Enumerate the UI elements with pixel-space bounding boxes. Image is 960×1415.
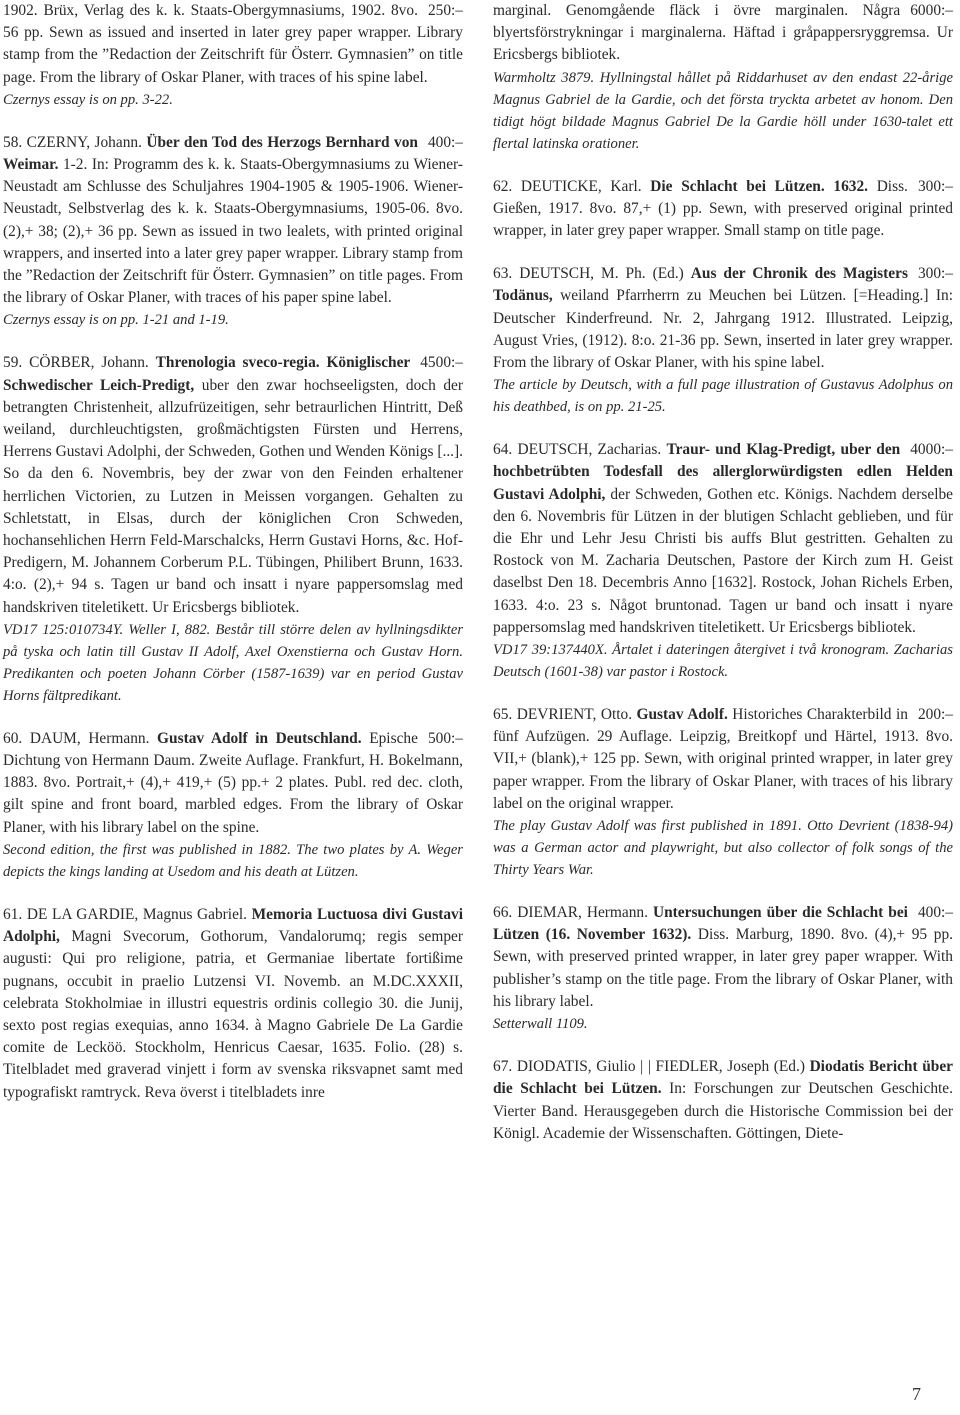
entry-title: Gustav Adolf. bbox=[636, 706, 728, 724]
entry-title: Diodatis Bericht über die Schlacht bei Lützen. bbox=[493, 1058, 953, 1098]
entry-text bbox=[493, 439, 953, 639]
entry-description: Epische Dichtung von Hermann Daum. Zweite Auflage. Frankfurt, H. Bokelmann, 1883. 8vo. Portrait,+ (4),+ 419,+ (5) pp.+ 2 plates. Publ. red dec. cloth, gilt spine and front board, marbled edges. From the library of Oskar Planer, with his library label on the spine. bbox=[3, 729, 463, 836]
entry-author: 60. DAUM, Hermann. bbox=[3, 729, 150, 747]
entry-description: Magni Svecorum, Gothorum, Vandalorumq; regis semper augusti: Qui pro religione, patria, et Germaniae libertate fortißime pugnans, occubit in praelio Lutzensi VI. Novemb. an M.DC.XXXII, celebrata Stokholmiae in illustri equestris ordinis collegio 30. die Junij, sexto post regias exequias, anno 1634. à Magno Gabriele De La Gardie comite de Lecköö. Stockholm, Henricus Caesar, 1635. Folio. (28) s. Titelbladet med graverad vinjett i form av svenska riksvapnet samt med typografiskt ramtryck. Reva överst i titelbladets inre bbox=[3, 928, 463, 1101]
entry-note: Second edition, the first was published in 1882. The two plates by A. Weger depicts the kings landing at Usedom and his death at Lützen. bbox=[3, 841, 463, 880]
entry-note: The play Gustav Adolf was first published in 1891. Otto Devrient (1838-94) was a German actor and playwright, but also collector of folk songs of the Thirty Years War. bbox=[493, 818, 953, 879]
entry-title: Über den Tod des Herzogs Bernhard von Weimar. bbox=[3, 133, 418, 174]
entry-title: Die Schlacht bei Lützen. 1632. bbox=[650, 177, 868, 195]
entry-description: Diss. Gießen, 1917. 8vo. 87,+ (1) pp. Sewn, with preserved original printed wrapper, in later grey paper wrapper. Small stamp on title page. bbox=[493, 177, 953, 240]
catalog-entry bbox=[493, 704, 953, 881]
entry-price: 200:– bbox=[917, 706, 953, 724]
entry-title: Threnologia sveco-regia. Königlischer Schwedischer Leich-Predigt, bbox=[3, 354, 411, 394]
page-number: 7 bbox=[912, 1384, 921, 1404]
left-column bbox=[3, 0, 463, 1125]
catalog-entry bbox=[3, 904, 463, 1104]
entry-text bbox=[3, 904, 463, 1104]
catalog-entry bbox=[3, 132, 463, 332]
catalog-entry bbox=[493, 439, 953, 683]
entry-price: 4500:– bbox=[420, 354, 463, 372]
entry-price: 300:– bbox=[917, 265, 953, 283]
entry-note: The article by Deutsch, with a full page illustration of Gustavus Adolphus on his deathbed, is on pp. 21-25. bbox=[493, 377, 953, 416]
entry-text bbox=[493, 263, 953, 374]
entry-note: VD17 39:137440X. Årtalet i dateringen återgivet i två kronogram. Zacharias Deutsch (1601-38) var pastor i Rostock. bbox=[493, 642, 953, 681]
entry-price: 400:– bbox=[917, 904, 953, 922]
entry-title: Aus der Chronik des Magisters Todänus, bbox=[493, 265, 908, 305]
entry-text bbox=[3, 0, 463, 89]
entry-text bbox=[3, 352, 463, 618]
catalog-entry bbox=[3, 728, 463, 883]
entry-description: Historiches Charakterbild in fünf Aufzügen. 29 Auflage. Leipzig, Breitkopf und Härtel, 1913. 8vo. VII,+ (blank),+ 125 pp. Sewn, with original printed wrapper, in later grey paper wrapper. From the library of Oskar Planer, with traces of his library label on the original wrapper. bbox=[493, 706, 953, 812]
entry-description: Diss. Marburg, 1890. 8vo. (4),+ 95 pp. Sewn, with preserved printed wrapper, in later grey paper wrapper. With publisher’s stamp on the title page. From the library of Oskar Planer, with his library label. bbox=[493, 926, 953, 1010]
entry-author: 58. CZERNY, Johann. bbox=[3, 133, 142, 151]
entry-text bbox=[493, 1056, 953, 1145]
entry-note: VD17 125:010734Y. Weller I, 882. Består till större delen av hyllningsdikter på tyska och latin till Gustav II Adolf, Axel Oxenstierna och Gustav Horn. Predikanten och poeten Johann Cörber (1587-1639) var en period Gustav Horns fältpredikant. bbox=[3, 621, 463, 704]
entry-description: uber den zwar hochseeligsten, doch der betrangten Christenheit, allzufrüzeitigen, sehr betraurlichen Hintritt, Deß weiland, durchleuchtigsten, großmächtigsten Fürsten und Herrens, Herrens Gustavi Adolphi, der Schweden, Gothen und Wenden Königs [...]. So da den 6. Novembris, bey der zwar von den Feinden erhaltener herrlichen Victorien, zu Lutzen in Meissen vorgangen. Gehalten zu Schletstatt, in Elsas, durch der königlichen Cron Schweden, hochansehlichen Herrn Feld-Marschalcks, Herrn Gustavi Horns, &c. Hof-Predigern, M. Johannem Corberum P.L. Tübingen, Philibert Brunn, 1633. 4:o. (2),+ 94 s. Tagen ur band och insatt i nyare pappersomslag med handskriven titeletikett. Ur Ericsbergs bibliotek. bbox=[3, 376, 463, 616]
entry-author: 66. DIEMAR, Hermann. bbox=[493, 904, 648, 922]
entry-description: der Schweden, Gothen etc. Königs. Nachdem derselbe den 6. Novembris für Lützen in der blutigen Schlacht geblieben, und für die Ehr und Lehr Jesu Christi bis auffs Blut gestritten. Gehalten zu Rostock von M. Zacharia Deutschen, Pastore der Kirch zum H. Geist daselbst Den 18. Decembris Anno [1632]. Rostock, Johan Richels Erben, 1633. 4:o. 23 s. Något bruntonad. Tagen ur band och insatt i nyare pappersomslag med handskriven titeletikett. Ur Ericsbergs bibliotek. bbox=[493, 485, 953, 636]
entry-note: Setterwall 1109. bbox=[493, 1016, 588, 1033]
entry-text bbox=[493, 0, 953, 67]
entry-text bbox=[493, 902, 953, 1013]
catalog-entry bbox=[493, 176, 953, 243]
entry-author: 67. DIODATIS, Giulio | | FIEDLER, Joseph (Ed.) bbox=[493, 1058, 805, 1076]
entry-description: 1-2. In: Programm des k. k. Staats-Obergymnasiums zu Wiener-Neustadt am Schlusse des Schuljahres 1904-1905 & 1905-1906. Wiener-Neustadt, Selbstverlag des k. k. Staats-Obergymnasiums, 1905-06. 8vo. (2),+ 38; (2),+ 36 pp. Sewn as issued in two lealets, with printed original wrappers, and inserted into a later grey paper wrapper. Library stamp from the ”Redaction der Zeitschrift für Österr. Gymnasien” on title pages. From the library of Oskar Planer, with traces of his paper spine label. bbox=[3, 156, 463, 307]
entry-price: 400:– bbox=[427, 133, 463, 151]
entry-note: Czernys essay is on pp. 1-21 and 1-19. bbox=[3, 312, 229, 329]
entry-author: 59. CÖRBER, Johann. bbox=[3, 354, 149, 372]
entry-text bbox=[3, 132, 463, 310]
entry-text bbox=[493, 176, 953, 243]
entry-author: 64. DEUTSCH, Zacharias. bbox=[493, 441, 662, 459]
entry-note: Czernys essay is on pp. 3-22. bbox=[3, 91, 173, 108]
catalog-entry bbox=[493, 902, 953, 1035]
catalog-entry bbox=[493, 0, 953, 155]
entry-price: 500:– bbox=[427, 729, 463, 747]
entry-price: 300:– bbox=[917, 177, 953, 195]
entry-note: Warmholtz 3879. Hyllningstal hållet på Riddarhuset av den endast 22-årige Magnus Gabriel de la Gardie, och det första tryckta arbetet av honom. Den tidigt högt bildade Magnus Gabriel De la Gardie höll under 1630-talet ett flertal latinska orationer. bbox=[493, 69, 953, 152]
entry-text bbox=[493, 704, 953, 815]
entry-description: In: Forschungen zur Deutschen Geschichte. Vierter Band. Herausgegeben durch die Historische Commission bei der Königl. Academie der Wissenschaften. Göttingen, Diete- bbox=[493, 1080, 953, 1142]
entry-price: 250:– bbox=[427, 2, 463, 19]
entry-price: 6000:– bbox=[910, 2, 953, 19]
entry-author: 61. DE LA GARDIE, Magnus Gabriel. bbox=[3, 905, 248, 923]
catalog-entry bbox=[3, 352, 463, 706]
catalog-entry bbox=[3, 0, 463, 111]
entry-author: 65. DEVRIENT, Otto. bbox=[493, 706, 633, 724]
catalog-entry bbox=[493, 263, 953, 418]
entry-price: 4000:– bbox=[910, 441, 953, 459]
entry-description: 1902. Brüx, Verlag des k. k. Staats-Obergymnasiums, 1902. 8vo. 56 pp. Sewn as issued and inserted in later grey paper wrapper. Library stamp from the ”Redaction der Zeitschrift für Österr. Gymnasien” on title page. From the library of Oskar Planer, with traces of his spine label. bbox=[3, 2, 463, 86]
entry-author: 62. DEUTICKE, Karl. bbox=[493, 177, 642, 195]
entry-title: Traur- und Klag-Predigt, uber den hochbetrübten Todesfall des allerglorwürdigsten edlen Helden Gustavi Adolphi, bbox=[493, 441, 953, 503]
entry-description: weiland Pfarrherrn zu Meuchen bei Lützen. [=Heading.] In: Deutscher Kinderfreund. Nr. 2, Jahrgang 1912. Illustrated. Leipzig, August Vries, (1912). 8:o. 21-36 pp. Sewn, inserted in later grey wrapper. From the library of Oskar Planer, with his spine label. bbox=[493, 287, 953, 372]
entry-title: Gustav Adolf in Deutschland. bbox=[157, 729, 362, 747]
entry-text bbox=[3, 728, 463, 839]
entry-title: Untersuchungen über die Schlacht bei Lützen (16. November 1632). bbox=[493, 904, 908, 944]
right-column bbox=[493, 0, 953, 1166]
entry-description: marginal. Genomgående fläck i övre marginalen. Några blyertsförstrykningar i marginalerna. Häftad i gråpappersryggremsa. Ur Ericsbergs bibliotek. bbox=[493, 2, 953, 64]
entry-author: 63. DEUTSCH, M. Ph. (Ed.) bbox=[493, 265, 684, 283]
catalog-entry bbox=[493, 1056, 953, 1145]
entry-title: Memoria Luctuosa divi Gustavi Adolphi, bbox=[3, 905, 463, 946]
